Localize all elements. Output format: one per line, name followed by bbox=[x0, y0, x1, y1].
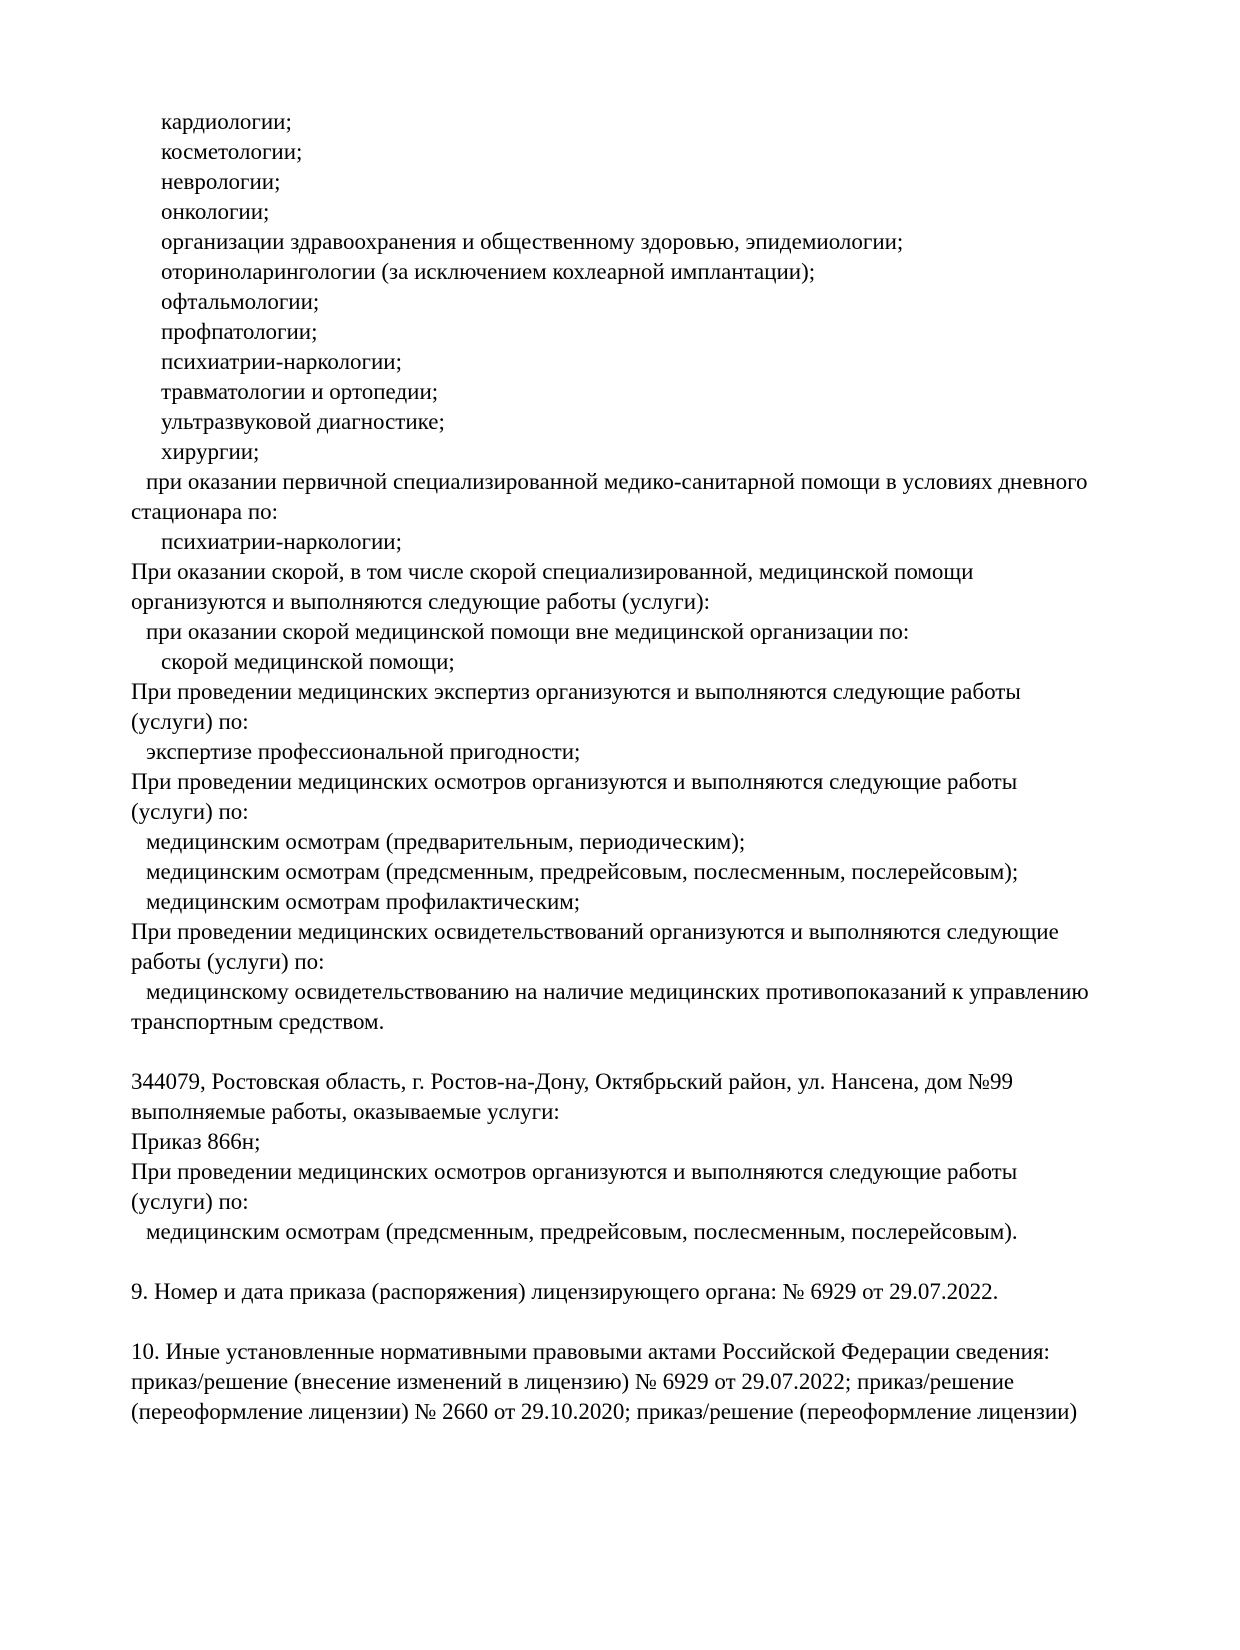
document-line: ультразвуковой диагностике; bbox=[161, 409, 445, 434]
document-line: медицинским осмотрам (предсменным, предрейсовым, послесменным, послерейсовым). bbox=[146, 1219, 1018, 1244]
document-line: 9. Номер и дата приказа (распоряжения) лицензирующего органа: № 6929 от 29.07.2022. bbox=[131, 1279, 999, 1304]
document-line: стационара по: bbox=[131, 499, 279, 524]
document-line: работы (услуги) по: bbox=[131, 949, 325, 974]
document-line bbox=[131, 1307, 1130, 1337]
document-line: медицинскому освидетельствованию на наличие медицинских противопоказаний к управлению bbox=[146, 979, 1089, 1004]
document-line: выполняемые работы, оказываемые услуги: bbox=[131, 1099, 560, 1124]
document-line: экспертизе профессиональной пригодности; bbox=[146, 739, 581, 764]
document-line: организуются и выполняются следующие работы (услуги): bbox=[131, 589, 711, 614]
document-line: (услуги) по: bbox=[131, 1189, 249, 1214]
document-line: При проведении медицинских осмотров организуются и выполняются следующие работы bbox=[131, 769, 1018, 794]
document-line: организации здравоохранения и общественному здоровью, эпидемиологии; bbox=[161, 229, 904, 254]
document-line: (переоформление лицензии) № 2660 от 29.10.2020; приказ/решение (переоформление лицензии) bbox=[131, 1399, 1078, 1424]
document-line: (услуги) по: bbox=[131, 709, 249, 734]
document-line: офтальмологии; bbox=[161, 289, 320, 314]
document-line: скорой медицинской помощи; bbox=[161, 649, 455, 674]
document-line: при оказании первичной специализированной медико-санитарной помощи в условиях дневного bbox=[146, 469, 1088, 494]
document-line: при оказании скорой медицинской помощи вне медицинской организации по: bbox=[146, 619, 910, 644]
document-line: приказ/решение (внесение изменений в лицензию) № 6929 от 29.07.2022; приказ/решение bbox=[131, 1369, 1015, 1394]
document-line: психиатрии-наркологии; bbox=[161, 349, 402, 374]
document-line: (услуги) по: bbox=[131, 799, 249, 824]
document-line bbox=[131, 1247, 1130, 1277]
document-line: травматологии и ортопедии; bbox=[161, 379, 439, 404]
document-line: транспортным средством. bbox=[131, 1009, 385, 1034]
document-line: кардиологии; bbox=[161, 109, 292, 134]
document-line: Приказ 866н; bbox=[131, 1129, 261, 1154]
document-line: При проведении медицинских экспертиз организуются и выполняются следующие работы bbox=[131, 679, 1021, 704]
document-line: косметологии; bbox=[161, 139, 303, 164]
document-line: При проведении медицинских освидетельствований организуются и выполняются следующие bbox=[131, 919, 1059, 944]
document-line: 344079, Ростовская область, г. Ростов-на-Дону, Октябрьский район, ул. Нансена, дом №99 bbox=[131, 1069, 1013, 1094]
document-line: хирургии; bbox=[161, 439, 260, 464]
document-line: медицинским осмотрам (предварительным, периодическим); bbox=[146, 829, 746, 854]
document-line: психиатрии-наркологии; bbox=[161, 529, 402, 554]
document-line: оториноларингологии (за исключением кохлеарной имплантации); bbox=[161, 259, 816, 284]
document-line: профпатологии; bbox=[161, 319, 318, 344]
document-line: При оказании скорой, в том числе скорой специализированной, медицинской помощи bbox=[131, 559, 974, 584]
document-line: 10. Иные установленные нормативными правовыми актами Российской Федерации сведения: bbox=[131, 1339, 1050, 1364]
document-line: неврологии; bbox=[161, 169, 281, 194]
document-line: При проведении медицинских осмотров организуются и выполняются следующие работы bbox=[131, 1159, 1018, 1184]
document-line bbox=[131, 1037, 1130, 1067]
document-line: медицинским осмотрам профилактическим; bbox=[146, 889, 581, 914]
document-line: онкологии; bbox=[161, 199, 270, 224]
document-line: медицинским осмотрам (предсменным, предрейсовым, послесменным, послерейсовым); bbox=[146, 859, 1019, 884]
document-body bbox=[131, 107, 1130, 1427]
